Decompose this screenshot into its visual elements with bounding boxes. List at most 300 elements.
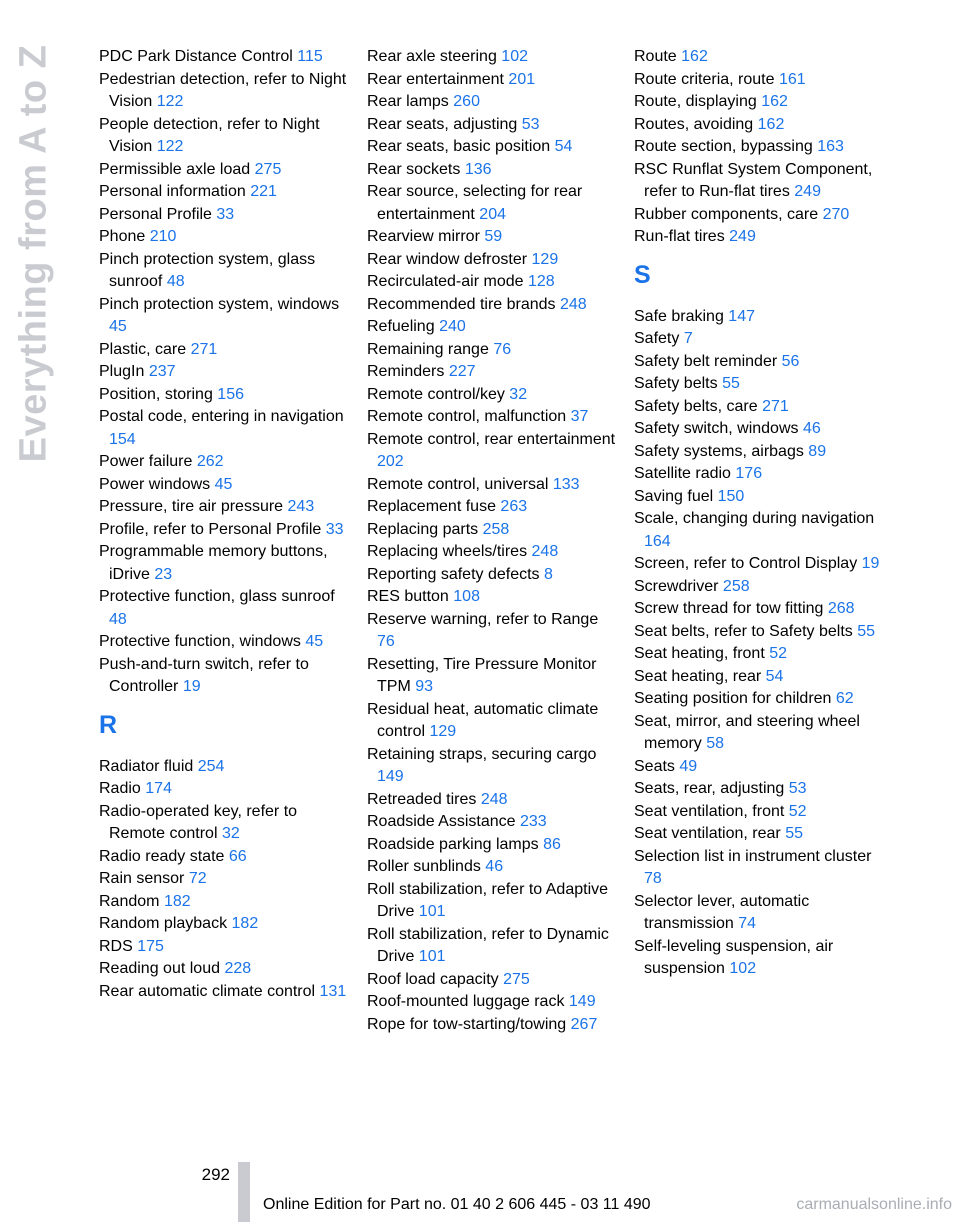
index-entry	[634, 508, 884, 553]
page-link[interactable]: 19	[182, 678, 201, 695]
page-link[interactable]: 258	[482, 520, 510, 538]
index-entry	[634, 204, 884, 227]
page-link[interactable]: 74	[738, 915, 757, 932]
page-link[interactable]: 161	[778, 70, 806, 88]
index-entry	[99, 496, 349, 519]
page-link[interactable]: 249	[794, 183, 821, 200]
index-entry-text: Personal information	[99, 183, 246, 200]
index-entry	[367, 811, 617, 834]
index-entry-text: Random playback	[99, 915, 228, 932]
page-link[interactable]: 174	[145, 780, 172, 797]
index-column-1	[99, 46, 349, 1003]
page-link[interactable]: 93	[415, 678, 434, 695]
index-entry-text: Screwdriver	[634, 577, 719, 595]
index-entry	[634, 46, 884, 69]
index-entry	[634, 486, 884, 509]
page-link[interactable]: 149	[377, 768, 404, 785]
page-number: 292	[201, 1165, 230, 1184]
index-entry-text: People detection, refer to Night Vision	[99, 115, 320, 155]
index-entry-text: Replacing parts	[367, 520, 479, 538]
index-entry	[99, 958, 349, 981]
index-entry-text: Saving fuel	[634, 487, 714, 505]
index-entry-text: Roadside parking lamps	[367, 835, 539, 853]
index-entry-text: Position, storing	[99, 385, 213, 403]
index-entry	[99, 361, 349, 384]
index-entry	[634, 576, 884, 599]
index-entry-text: Seat belts, refer to Safety belts	[634, 622, 853, 640]
page-link[interactable]: 76	[377, 633, 395, 650]
index-entry	[367, 91, 617, 114]
index-entry-text: Rubber components, care	[634, 205, 819, 223]
page-link[interactable]: 76	[493, 340, 512, 358]
index-entry-text: Safety belts, care	[634, 397, 758, 415]
index-entry-text: Rear seats, adjusting	[367, 115, 518, 133]
page-link[interactable]: 154	[109, 430, 136, 448]
page-link[interactable]: 48	[166, 273, 185, 290]
index-entry	[367, 586, 617, 609]
index-entry	[634, 756, 884, 779]
index-entry	[634, 621, 884, 644]
index-entry	[634, 69, 884, 92]
page-link[interactable]: 248	[560, 295, 587, 313]
index-entry	[367, 406, 617, 429]
index-entry	[99, 846, 349, 869]
index-entry	[367, 654, 617, 699]
index-entry-text: Safety systems, airbags	[634, 442, 804, 460]
index-entry-text: Safety belt reminder	[634, 352, 778, 370]
index-entry-text: Recirculated-air mode	[367, 273, 524, 290]
index-entry	[634, 328, 884, 351]
index-entry	[634, 418, 884, 441]
index-entry	[367, 789, 617, 812]
index-entry-text: Programmable memory buttons, iDrive	[99, 543, 328, 583]
index-entry-text: Pressure, tire air pressure	[99, 498, 284, 515]
index-entry	[99, 159, 349, 182]
page-link[interactable]: 89	[808, 442, 827, 460]
index-entry	[634, 598, 884, 621]
index-entry	[367, 249, 617, 272]
index-entry-text: Screen, refer to Control Display	[634, 555, 858, 572]
index-entry	[367, 879, 617, 924]
index-entry	[99, 181, 349, 204]
index-entry-text: Rear axle steering	[367, 48, 497, 65]
page-link[interactable]: 53	[788, 780, 807, 797]
index-entry	[367, 294, 617, 317]
index-entry-text: RDS	[99, 937, 133, 955]
index-entry-text: Remote control, malfunction	[367, 408, 567, 425]
page-link[interactable]: 270	[822, 205, 850, 223]
index-entry-text: Personal Profile	[99, 205, 212, 223]
page-link[interactable]: 7	[683, 330, 693, 347]
page-link[interactable]: 240	[439, 318, 466, 335]
index-entry-text: Self-leveling suspension, air suspension	[634, 937, 834, 977]
index-entry-text: Remote control, rear entertainment	[367, 430, 616, 448]
page-link[interactable]: 78	[644, 870, 662, 887]
index-entry	[367, 384, 617, 407]
page-link[interactable]: 147	[728, 307, 755, 325]
page-link[interactable]: 182	[231, 915, 259, 932]
page-link[interactable]: 164	[644, 532, 671, 550]
page-link[interactable]: 129	[429, 723, 457, 740]
page-link[interactable]: 228	[224, 960, 252, 977]
index-entry	[99, 936, 349, 959]
index-entry-text: Route, displaying	[634, 93, 757, 110]
index-entry	[367, 924, 617, 969]
index-entry	[367, 856, 617, 879]
index-entry	[634, 823, 884, 846]
index-entry-text: Seating position for children	[634, 690, 832, 707]
index-entry	[367, 699, 617, 744]
index-entry	[99, 801, 349, 846]
index-entry-text: Safety	[634, 330, 680, 347]
page-link[interactable]: 46	[485, 858, 504, 875]
index-entry	[634, 643, 884, 666]
page-link[interactable]: 202	[377, 453, 404, 470]
index-entry-text: Safety switch, windows	[634, 420, 799, 437]
page-link[interactable]: 55	[785, 825, 803, 842]
index-entry	[99, 406, 349, 451]
index-entry-text: Retreaded tires	[367, 790, 477, 808]
page-link[interactable]: 45	[214, 475, 233, 493]
index-entry-text: Profile, refer to Personal Profile	[99, 520, 322, 538]
index-entry-text: Protective function, windows	[99, 633, 301, 650]
page-link[interactable]: 48	[109, 610, 127, 628]
index-entry-text: Power windows	[99, 475, 211, 493]
index-entry-text: Rear seats, basic position	[367, 138, 551, 155]
index-entry	[634, 463, 884, 486]
page-link[interactable]: 221	[250, 183, 277, 200]
index-entry-text: Roof load capacity	[367, 970, 499, 988]
page-link[interactable]: 176	[735, 465, 763, 482]
index-entry	[634, 91, 884, 114]
index-entry	[367, 46, 617, 69]
index-entry-text: Replacement fuse	[367, 498, 496, 515]
page-link[interactable]: 175	[137, 937, 164, 955]
page-link[interactable]: 267	[570, 1015, 598, 1033]
index-entry-text: Pinch protection system, glass sunroof	[99, 250, 316, 290]
index-entry	[367, 474, 617, 497]
page-link[interactable]: 115	[297, 48, 323, 65]
index-entry-text: Retaining straps, securing cargo	[367, 745, 597, 763]
page-link[interactable]: 131	[319, 982, 347, 1000]
index-entry	[634, 666, 884, 689]
page-link[interactable]: 254	[197, 757, 225, 775]
page-link[interactable]: 243	[287, 498, 315, 515]
index-letter-heading: R	[99, 710, 118, 739]
index-entry-text: Rear source, selecting for rear entertainment	[367, 183, 583, 223]
index-entry-text: Rearview mirror	[367, 228, 480, 245]
index-entry	[634, 778, 884, 801]
index-entry-text: Pedestrian detection, refer to Night Vision	[99, 70, 347, 110]
index-entry	[634, 226, 884, 249]
index-entry	[634, 711, 884, 756]
index-letter-heading: S	[634, 260, 651, 289]
index-entry-text: PlugIn	[99, 363, 145, 380]
page-link[interactable]: 133	[552, 475, 580, 493]
page-link[interactable]: 248	[531, 543, 559, 560]
page-link[interactable]: 37	[570, 408, 589, 425]
index-entry-text: Rear entertainment	[367, 70, 504, 88]
page-link[interactable]: 122	[156, 138, 184, 155]
page-link[interactable]: 45	[109, 318, 127, 335]
page-link[interactable]: 237	[148, 363, 176, 380]
index-entry-text: Phone	[99, 228, 146, 245]
index-entry-text: Push-and-turn switch, refer to Controller	[99, 655, 309, 695]
index-entry-text: Seat ventilation, rear	[634, 825, 781, 842]
index-entry	[99, 204, 349, 227]
index-entry-text: Resetting, Tire Pressure Monitor TPM	[367, 655, 597, 695]
page-link[interactable]: 271	[762, 397, 789, 415]
page-link[interactable]: 260	[453, 93, 480, 110]
index-entry-text: Remote control/key	[367, 385, 505, 403]
page-link[interactable]: 101	[418, 903, 446, 920]
index-entry-text: Seat ventilation, front	[634, 802, 785, 820]
index-entry-text: Permissible axle load	[99, 160, 251, 178]
index-entry-text: Seat heating, rear	[634, 667, 762, 685]
index-entry	[99, 226, 349, 249]
index-entry-text: Roadside Assistance	[367, 813, 516, 830]
index-entry	[367, 271, 617, 294]
index-entry	[99, 631, 349, 654]
page-link[interactable]: 45	[305, 633, 324, 650]
index-entry	[367, 226, 617, 249]
index-entry	[634, 136, 884, 159]
index-entry	[99, 339, 349, 362]
index-entry	[99, 541, 349, 586]
page-link[interactable]: 102	[729, 960, 757, 977]
index-column-2	[367, 46, 617, 1036]
page-link[interactable]: 275	[254, 160, 282, 178]
index-entry-text: Replacing wheels/tires	[367, 543, 528, 560]
index-entry-text: Radiator fluid	[99, 757, 194, 775]
page-link[interactable]: 56	[781, 352, 800, 370]
index-entry-text: Satellite radio	[634, 465, 731, 482]
index-entry	[99, 46, 349, 69]
page-link[interactable]: 129	[531, 250, 559, 268]
index-entry	[634, 936, 884, 981]
index-entry-text: Rain sensor	[99, 870, 185, 887]
index-entry	[634, 306, 884, 329]
page-link[interactable]: 32	[509, 385, 528, 403]
page-link[interactable]: 52	[788, 802, 807, 820]
page-link[interactable]: 54	[765, 667, 784, 685]
page-link[interactable]: 271	[190, 340, 218, 358]
page-link[interactable]: 46	[802, 420, 821, 437]
footer-bar	[238, 1162, 250, 1222]
index-entry	[367, 969, 617, 992]
index-entry	[99, 114, 349, 159]
index-entry	[367, 361, 617, 384]
watermark: carmanualsonline.info	[796, 1196, 952, 1213]
page-link[interactable]: 248	[480, 790, 508, 808]
page-link[interactable]: 66	[228, 847, 247, 865]
page-link[interactable]: 102	[501, 48, 528, 65]
index-entry-text: Seats	[634, 757, 675, 775]
index-entry	[367, 541, 617, 564]
page-link[interactable]: 149	[568, 993, 596, 1010]
index-entry-text: Safety belts	[634, 375, 718, 392]
page-link[interactable]: 210	[149, 228, 177, 245]
index-entry	[99, 69, 349, 114]
index-entry	[634, 159, 884, 204]
index-entry	[367, 609, 617, 654]
page-link[interactable]: 150	[717, 487, 745, 505]
index-entry	[367, 834, 617, 857]
index-entry	[99, 981, 349, 1004]
index-entry-text: Roof-mounted luggage rack	[367, 993, 565, 1010]
index-entry-text: Radio	[99, 780, 141, 797]
page-link[interactable]: 33	[325, 520, 344, 538]
side-section-title-text: Everything from A to Z	[12, 44, 55, 462]
index-entry-text: Random	[99, 892, 160, 910]
index-entry	[99, 384, 349, 407]
page-link[interactable]: 275	[503, 970, 530, 988]
page-link[interactable]: 258	[722, 577, 750, 595]
page-link[interactable]: 58	[706, 735, 725, 752]
index-entry	[367, 114, 617, 137]
index-entry	[99, 294, 349, 339]
index-entry	[634, 351, 884, 374]
page-link[interactable]: 156	[217, 385, 244, 403]
index-entry-text: Reserve warning, refer to Range	[367, 610, 599, 628]
page-link[interactable]: 268	[827, 600, 855, 617]
index-entry-text: Rear automatic climate control	[99, 982, 316, 1000]
index-column-3	[634, 46, 884, 981]
index-entry-text: Route section, bypassing	[634, 138, 813, 155]
page-link[interactable]: 72	[188, 870, 207, 887]
page-link[interactable]: 128	[527, 273, 555, 290]
page-link[interactable]: 233	[519, 813, 547, 830]
index-entry	[634, 441, 884, 464]
page-link[interactable]: 86	[543, 835, 561, 853]
index-entry-text: Route criteria, route	[634, 70, 775, 88]
index-entry	[634, 553, 884, 576]
page-link[interactable]: 33	[216, 205, 235, 223]
index-entry-text: Plastic, care	[99, 340, 187, 358]
page-link[interactable]: 204	[479, 205, 506, 223]
page-link[interactable]: 101	[418, 948, 446, 965]
page-link[interactable]: 59	[484, 228, 503, 245]
index-entry-text: Refueling	[367, 318, 435, 335]
index-entry-text: Radio-operated key, refer to Remote control	[99, 802, 298, 842]
index-entry-text: Rear lamps	[367, 93, 449, 110]
index-entry-text: Run-flat tires	[634, 228, 725, 245]
index-entry-text: Rear sockets	[367, 160, 461, 178]
index-entry	[634, 891, 884, 936]
index-entry-text: Protective function, glass sunroof	[99, 588, 335, 605]
page-link[interactable]: 162	[681, 48, 708, 65]
index-entry	[634, 846, 884, 891]
index-entry	[367, 519, 617, 542]
page-link[interactable]: 262	[196, 453, 224, 470]
index-entry-text: Roller sunblinds	[367, 858, 481, 875]
page-link[interactable]: 55	[857, 622, 876, 640]
index-entry-text: Roll stabilization, refer to Adaptive Drive	[367, 880, 609, 920]
index-entry	[367, 991, 617, 1014]
page-link[interactable]: 32	[221, 825, 240, 842]
page-link[interactable]: 263	[500, 498, 528, 515]
index-entry-text: Remaining range	[367, 340, 489, 358]
page-link[interactable]: 55	[722, 375, 740, 392]
side-section-title	[4, 38, 64, 468]
page-link[interactable]: 23	[154, 565, 173, 583]
index-entry	[99, 868, 349, 891]
index-entry-text: Postal code, entering in navigation	[99, 408, 344, 425]
index-entry-text: Reporting safety defects	[367, 565, 540, 583]
index-entry-text: RSC Runflat System Component, refer to Run-flat tires	[634, 160, 873, 200]
index-entry	[367, 69, 617, 92]
page-link[interactable]: 136	[464, 160, 492, 178]
page-link[interactable]: 49	[679, 757, 698, 775]
index-entry-text: Rope for tow-starting/towing	[367, 1015, 567, 1033]
index-entry	[367, 181, 617, 226]
index-entry	[367, 1014, 617, 1037]
index-entry-text: Radio ready state	[99, 847, 225, 865]
index-entry	[367, 496, 617, 519]
page-link[interactable]: 19	[861, 555, 880, 572]
index-entry	[99, 778, 349, 801]
page-link[interactable]: 122	[156, 93, 184, 110]
page-link[interactable]: 62	[835, 690, 854, 707]
index-entry	[99, 586, 349, 631]
index-entry-text: Reading out loud	[99, 960, 220, 977]
index-entry-text: Recommended tire brands	[367, 295, 556, 313]
index-entry	[99, 474, 349, 497]
index-entry	[634, 688, 884, 711]
page-link[interactable]: 163	[817, 138, 844, 155]
index-entry	[99, 451, 349, 474]
index-entry	[99, 654, 349, 699]
page-link[interactable]: 201	[508, 70, 536, 88]
page-link[interactable]: 249	[729, 228, 756, 245]
page-link[interactable]: 162	[757, 115, 785, 133]
index-entry-text: Remote control, universal	[367, 475, 549, 493]
index-entry	[634, 373, 884, 396]
index-entry-text: Selection list in instrument cluster	[634, 847, 872, 865]
index-entry	[367, 429, 617, 474]
index-entry-text: Roll stabilization, refer to Dynamic Drive	[367, 925, 609, 965]
index-entry	[99, 913, 349, 936]
page-link[interactable]: 227	[448, 363, 476, 380]
index-entry-text: RES button	[367, 588, 449, 605]
index-entry-text: Seat, mirror, and steering wheel memory	[634, 712, 860, 752]
index-entry-text: Screw thread for tow fitting	[634, 600, 824, 617]
page-link[interactable]: 8	[544, 565, 553, 583]
index-entry	[367, 564, 617, 587]
index-entry	[99, 519, 349, 542]
index-entry	[99, 756, 349, 779]
index-entry-text: PDC Park Distance Control	[99, 48, 293, 65]
index-entry-text: Residual heat, automatic climate control	[367, 700, 599, 740]
page-link[interactable]: 182	[163, 892, 191, 910]
page-link[interactable]: 53	[521, 115, 540, 133]
index-entry	[367, 744, 617, 789]
page-link[interactable]: 52	[769, 645, 788, 662]
page-link[interactable]: 162	[761, 93, 788, 110]
index-entry-text: Pinch protection system, windows	[99, 295, 340, 313]
index-entry-text: Routes, avoiding	[634, 115, 754, 133]
index-entry	[367, 159, 617, 182]
page-link[interactable]: 108	[453, 588, 480, 605]
index-entry	[634, 114, 884, 137]
online-edition-text: Online Edition for Part no. 01 40 2 606 445 - 03 11 490	[263, 1196, 651, 1213]
page-link[interactable]: 54	[554, 138, 573, 155]
index-entry-text: Route	[634, 48, 677, 65]
index-entry	[367, 316, 617, 339]
index-entry-text: Selector lever, automatic transmission	[634, 892, 810, 932]
index-entry	[99, 249, 349, 294]
index-entry-text: Rear window defroster	[367, 250, 528, 268]
